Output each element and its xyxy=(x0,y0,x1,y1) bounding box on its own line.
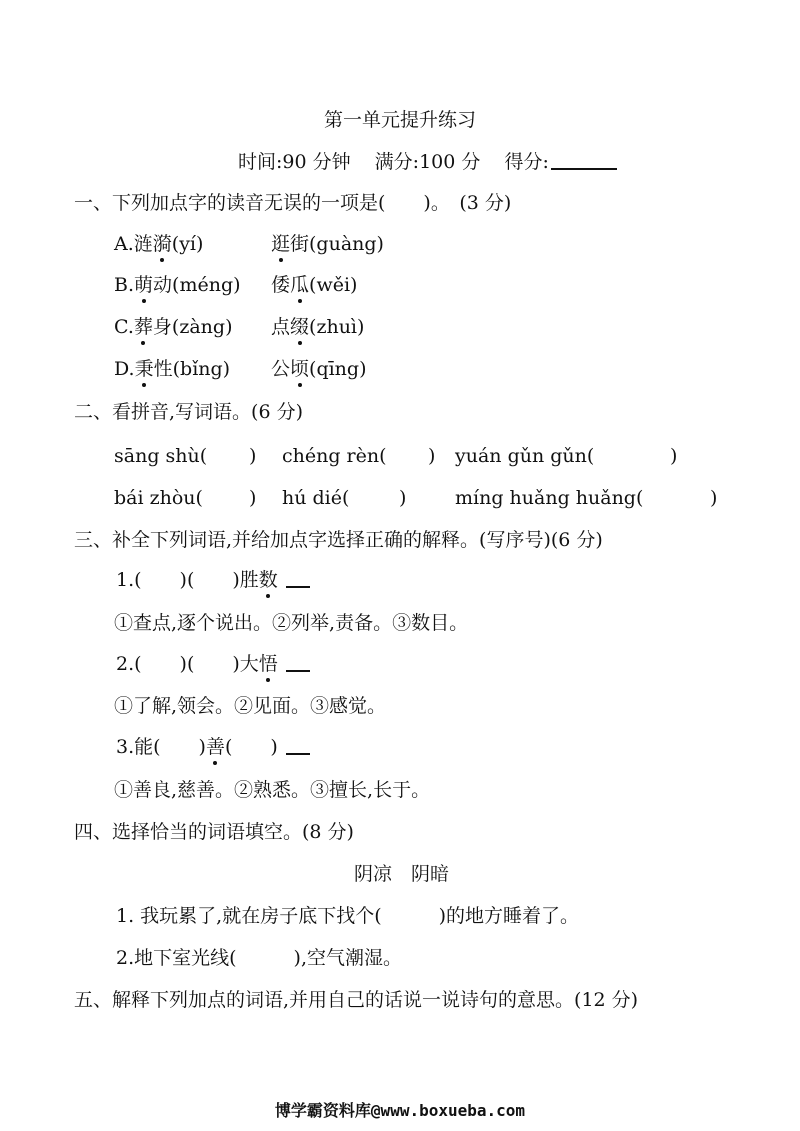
answer-paren[interactable]: ) xyxy=(399,487,407,509)
q2-heading: 二、看拼音,写词语。(6 分) xyxy=(74,401,303,423)
pinyin-item: chéng rèn( xyxy=(282,445,387,467)
dotted-char: 善 xyxy=(205,736,225,758)
answer-paren[interactable]: ) xyxy=(710,487,718,509)
q3-choices-2: ①了解,领会。②见面。③感觉。 xyxy=(114,695,387,717)
exam-info xyxy=(238,150,617,174)
dotted-char: 瓜 xyxy=(290,274,310,296)
dotted-char: 顷 xyxy=(290,358,310,380)
q3-heading: 三、补全下列词语,并给加点字选择正确的解释。(写序号)(6 分) xyxy=(74,529,603,551)
q1-option-d-second: 公顷(qīng) xyxy=(271,358,367,380)
q3-item-2: 2.( )( )大悟 xyxy=(116,652,310,676)
q3-item-3: 3.能( )善( ) xyxy=(116,735,310,759)
pinyin-item: bái zhòu( xyxy=(114,487,203,509)
q4-sentence-1: 1. 我玩累了,就在房子底下找个( )的地方睡着了。 xyxy=(116,905,580,927)
time-limit: 时间:90 分钟 xyxy=(238,151,351,173)
dotted-char: 数 xyxy=(258,569,278,591)
q5-heading: 五、解释下列加点的词语,并用自己的话说一说诗句的意思。(12 分) xyxy=(74,989,639,1011)
q3-choices-3: ①善良,慈善。②熟悉。③擅长,长于。 xyxy=(114,779,431,801)
answer-paren[interactable]: ) xyxy=(428,445,436,467)
q1-option-c[interactable]: C.葬身(zàng) xyxy=(114,316,233,338)
q1-option-a[interactable]: A.涟漪(yí) xyxy=(114,233,204,255)
dotted-char: 秉 xyxy=(134,358,154,380)
score-blank[interactable] xyxy=(551,168,617,170)
q3-item-1: 1.( )( )胜数 xyxy=(116,568,310,592)
score-label: 得分: xyxy=(504,151,549,173)
answer-blank[interactable] xyxy=(286,586,310,588)
q1-heading: 一、下列加点字的读音无误的一项是( )。 (3 分) xyxy=(74,192,512,214)
q1-option-b[interactable]: B.萌动(méng) xyxy=(114,274,241,296)
answer-paren[interactable]: ) xyxy=(249,445,257,467)
footer-watermark: 博学霸资料库@www.boxueba.com xyxy=(274,1101,526,1120)
q1-option-b-second: 倭瓜(wěi) xyxy=(271,274,358,296)
dotted-char: 漪 xyxy=(152,233,172,255)
q1-option-a-second: 逛街(guàng) xyxy=(271,233,384,255)
dotted-char: 萌 xyxy=(134,274,154,296)
pinyin-item: yuán gǔn gǔn( xyxy=(455,445,595,467)
q4-heading: 四、选择恰当的词语填空。(8 分) xyxy=(74,821,354,843)
q1-option-c-second: 点缀(zhuì) xyxy=(271,316,365,338)
pinyin-item: sāng shù( xyxy=(114,445,208,467)
pinyin-item: hú dié( xyxy=(282,487,350,509)
dotted-char: 葬 xyxy=(133,316,153,338)
q3-choices-1: ①查点,逐个说出。②列举,责备。③数目。 xyxy=(114,612,469,634)
dotted-char: 悟 xyxy=(258,653,278,675)
page-title: 第一单元提升练习 xyxy=(323,109,476,131)
pinyin-item: míng huǎng huǎng( xyxy=(455,487,644,509)
q1-option-d[interactable]: D.秉性(bǐng) xyxy=(114,358,231,380)
dotted-char: 逛 xyxy=(271,233,291,255)
answer-paren[interactable]: ) xyxy=(670,445,678,467)
full-score: 满分:100 分 xyxy=(374,151,481,173)
answer-blank[interactable] xyxy=(286,753,310,755)
answer-paren[interactable]: ) xyxy=(249,487,257,509)
dotted-char: 缀 xyxy=(290,316,310,338)
q4-sentence-2: 2.地下室光线( ),空气潮湿。 xyxy=(116,947,402,969)
q4-word-bank: 阴凉 阴暗 xyxy=(354,863,450,885)
answer-blank[interactable] xyxy=(286,670,310,672)
